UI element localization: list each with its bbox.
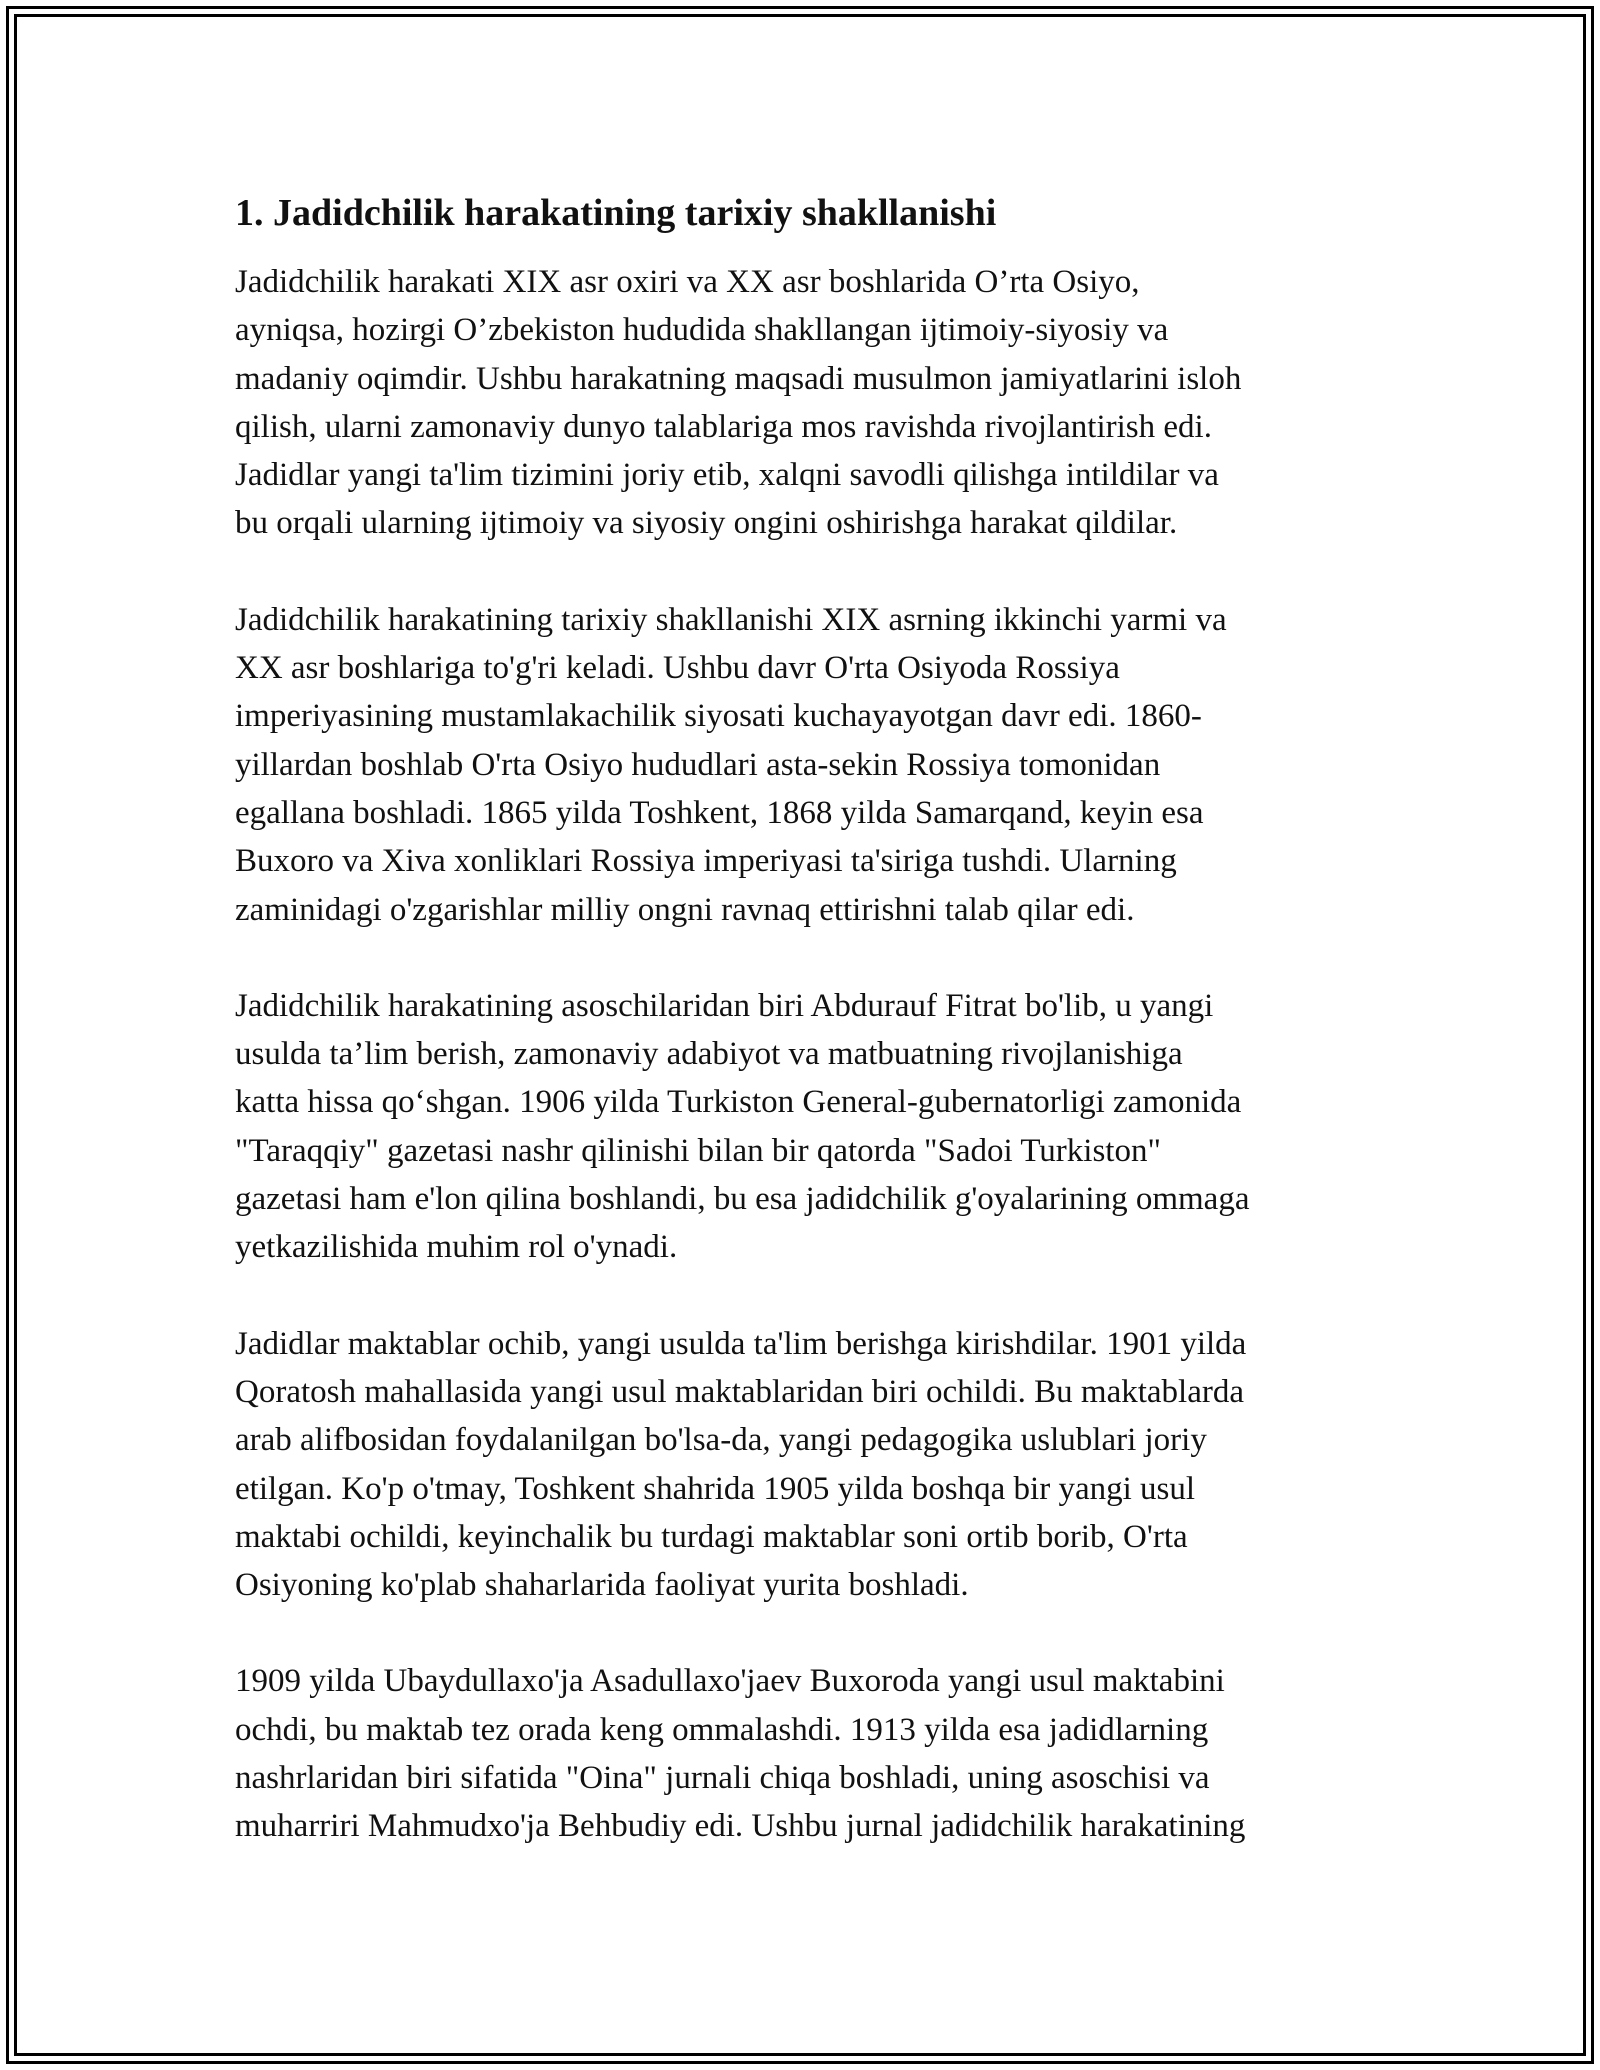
line: Buxoro va Xiva xonliklari Rossiya imperiyasi ta'siriga tushdi. Ularning: [235, 843, 1177, 880]
line: maktabi ochildi, keyinchalik bu turdagi maktablar soni ortib borib, O'rta: [235, 1518, 1188, 1555]
paragraph-2: [235, 596, 1370, 934]
line: 1909 yilda Ubaydullaxo'ja Asadullaxo'jaev Buxoroda yangi usul maktabini: [235, 1663, 1225, 1700]
line: yetkazilishida muhim rol o'ynadi.: [235, 1229, 678, 1266]
line: egallana boshladi. 1865 yilda Toshkent, 1868 yilda Samarqand, keyin esa: [235, 794, 1204, 831]
line: Osiyoning ko'plab shaharlarida faoliyat yurita boshladi.: [235, 1567, 969, 1604]
paragraph-5: [235, 1657, 1370, 1850]
line: madaniy oqimdir. Ushbu harakatning maqsadi musulmon jamiyatlarini isloh: [235, 360, 1242, 397]
line: gazetasi ham e'lon qilina boshlandi, bu esa jadidchilik g'oyalarining ommaga: [235, 1181, 1250, 1218]
line: Qoratosh mahallasida yangi usul maktablaridan biri ochildi. Bu maktablarda: [235, 1373, 1244, 1410]
line: yillardan boshlab O'rta Osiyo hududlari asta-sekin Rossiya tomonidan: [235, 746, 1161, 783]
paragraph-1: [235, 258, 1370, 548]
line: ayniqsa, hozirgi O’zbekiston hududida shakllangan ijtimoiy-siyosiy va: [235, 312, 1169, 349]
line: nashrlaridan biri sifatida "Oina" jurnali chiqa boshladi, uning asoschisi va: [235, 1760, 1210, 1797]
line: Jadidchilik harakati XIX asr oxiri va XX asr boshlarida O’rta Osiyo,: [235, 264, 1140, 300]
line: Jadidlar yangi ta'lim tizimini joriy etib, xalqni savodli qilishga intildilar va: [235, 457, 1219, 494]
line: arab alifbosidan foydalanilgan bo'lsa-da, yangi pedagogika uslublari joriy: [235, 1422, 1207, 1459]
paragraph-4: [235, 1320, 1370, 1610]
line: katta hissa qo‘shgan. 1906 yilda Turkiston General-gubernatorligi zamonida: [235, 1084, 1242, 1121]
line: ochdi, bu maktab tez orada keng ommalashdi. 1913 yilda esa jadidlarning: [235, 1711, 1209, 1748]
line: etilgan. Ko'p o'tmay, Toshkent shahrida 1905 yilda boshqa bir yangi usul: [235, 1470, 1196, 1507]
line: "Taraqqiy" gazetasi nashr qilinishi bilan bir qatorda "Sadoi Turkiston": [235, 1132, 1161, 1169]
line: Jadidchilik harakatining asoschilaridan biri Abdurauf Fitrat bo'lib, u yangi: [235, 987, 1214, 1024]
line: bu orqali ularning ijtimoiy va siyosiy ongini oshirishga harakat qildilar.: [235, 505, 1178, 542]
paragraph-3: [235, 982, 1370, 1272]
line: XX asr boshlariga to'g'ri keladi. Ushbu davr O'rta Osiyoda Rossiya: [235, 650, 1120, 687]
section-heading: 1. Jadidchilik harakatining tarixiy shakllanishi: [235, 192, 997, 234]
line: Jadidlar maktablar ochib, yangi usulda ta'lim berishga kirishdilar. 1901 yilda: [235, 1325, 1247, 1362]
document-body: [235, 186, 1370, 1899]
line: Jadidchilik harakatining tarixiy shakllanishi XIX asrning ikkinchi yarmi va: [235, 601, 1227, 638]
line: imperiyasining mustamlakachilik siyosati kuchayayotgan davr edi. 1860-: [235, 698, 1202, 735]
line: zaminidagi o'zgarishlar milliy ongni ravnaq ettirishni talab qilar edi.: [235, 891, 1135, 928]
line: qilish, ularni zamonaviy dunyo talablariga mos ravishda rivojlantirish edi.: [235, 408, 1212, 445]
line: muharriri Mahmudxo'ja Behbudiy edi. Ushbu jurnal jadidchilik harakatining: [235, 1808, 1246, 1845]
line: usulda ta’lim berish, zamonaviy adabiyot va matbuatning rivojlanishiga: [235, 1036, 1183, 1073]
